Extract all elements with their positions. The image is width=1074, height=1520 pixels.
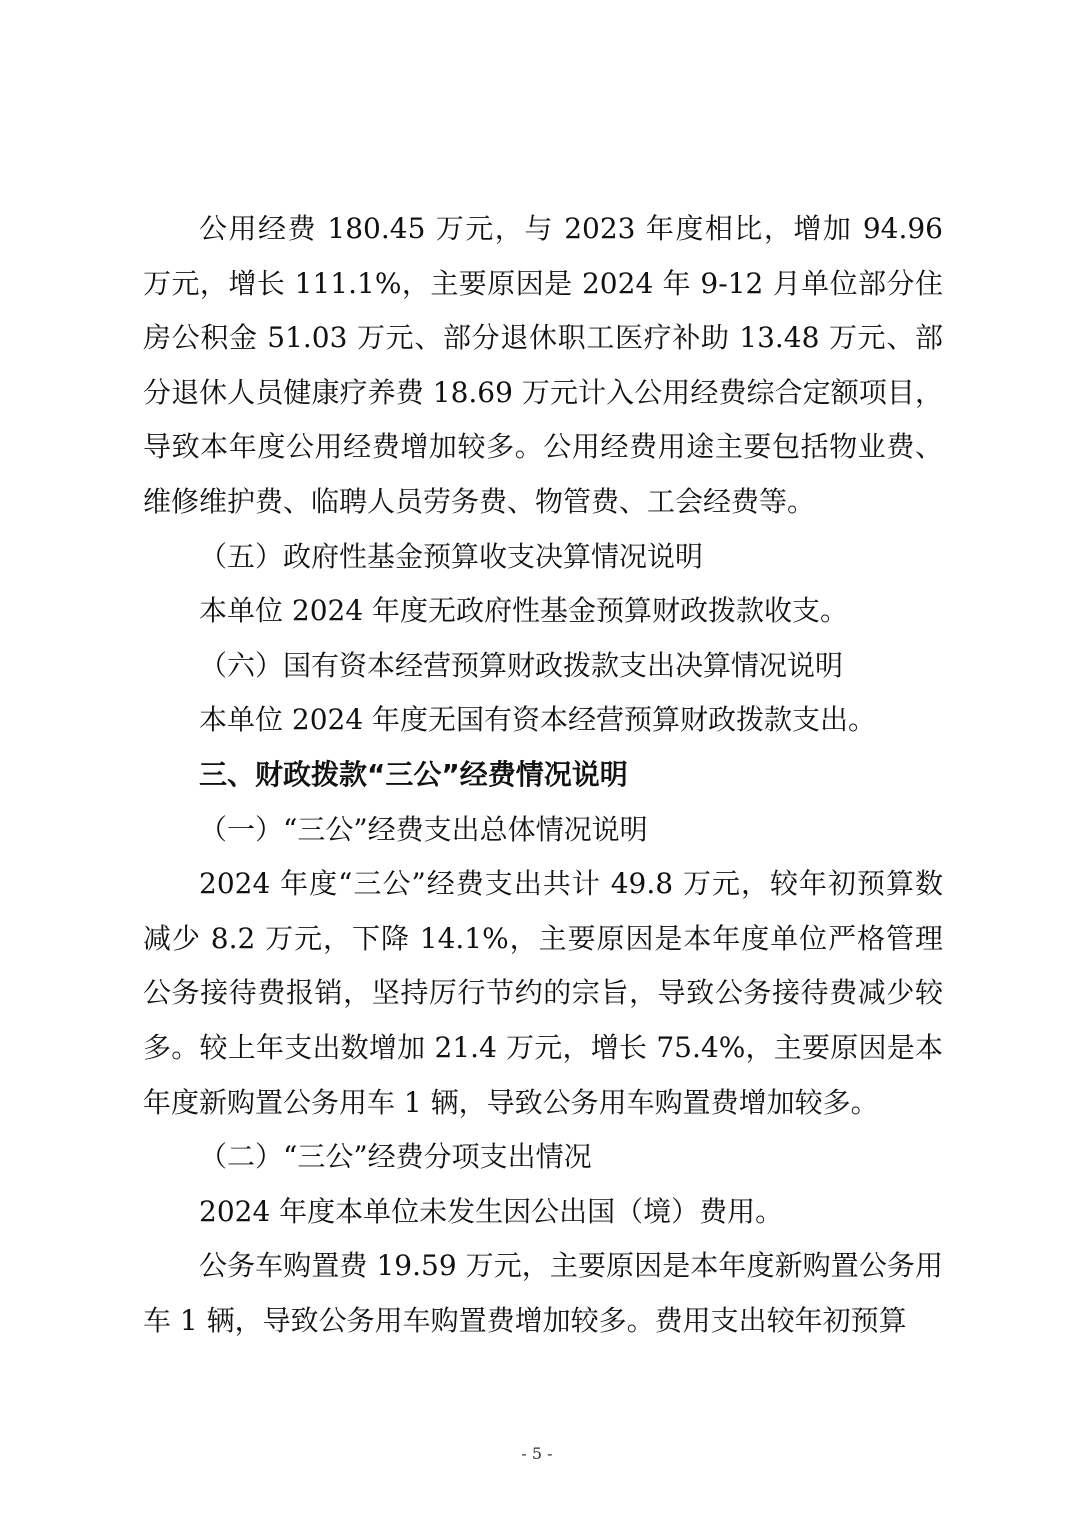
page-number: - 5 - (521, 1444, 553, 1463)
paragraph-state-capital: 本单位 2024 年度无国有资本经营预算财政拨款支出。 (199, 703, 877, 737)
document-body (143, 202, 943, 1348)
heading-government-fund: （五）政府性基金预算收支决算情况说明 (199, 539, 704, 573)
heading-three-public-items: （二）“三公”经费分项支出情况 (199, 1140, 592, 1174)
paragraph-three-public-overall: 2024 年度“三公”经费支出共计 49.8 万元，较年初预算数减少 8.2 万元，下降 14.1%，主要原因是本年度单位严格管理公务接待费报销，坚持厉行节约的宗旨，导致公务接待费减少较多。较上年支出数增加 21.4 万元，增长 75.4%，主要原因是本年度新购置公务用车 1 辆，导致公务用车购置费增加较多。 (143, 867, 943, 1119)
section-heading-three-public: 三、财政拨款“三公”经费情况说明 (199, 757, 628, 791)
paragraph-public-funds: 公用经费 180.45 万元，与 2023 年度相比，增加 94.96 万元，增长 111.1%，主要原因是 2024 年 9-12 月单位部分住房公积金 51.03 万元、部分退休职工医疗补助 13.48 万元、部分退休人员健康疗养费 18.69 万元计入公用经费综合定额项目，导致本年度公用经费增加较多。公用经费用途主要包括物业费、维修维护费、临聘人员劳务费、物管费、工会经费等。 (143, 212, 943, 518)
paragraph-government-fund: 本单位 2024 年度无政府性基金预算财政拨款收支。 (199, 594, 849, 628)
paragraph-overseas-travel: 2024 年度本单位未发生因公出国（境）费用。 (199, 1194, 784, 1228)
heading-state-capital: （六）国有资本经营预算财政拨款支出决算情况说明 (199, 648, 844, 682)
paragraph-vehicle-purchase: 公务车购置费 19.59 万元，主要原因是本年度新购置公务用车 1 辆，导致公务用车购置费增加较多。费用支出较年初预算 (143, 1249, 943, 1337)
heading-three-public-overall: （一）“三公”经费支出总体情况说明 (199, 812, 648, 846)
